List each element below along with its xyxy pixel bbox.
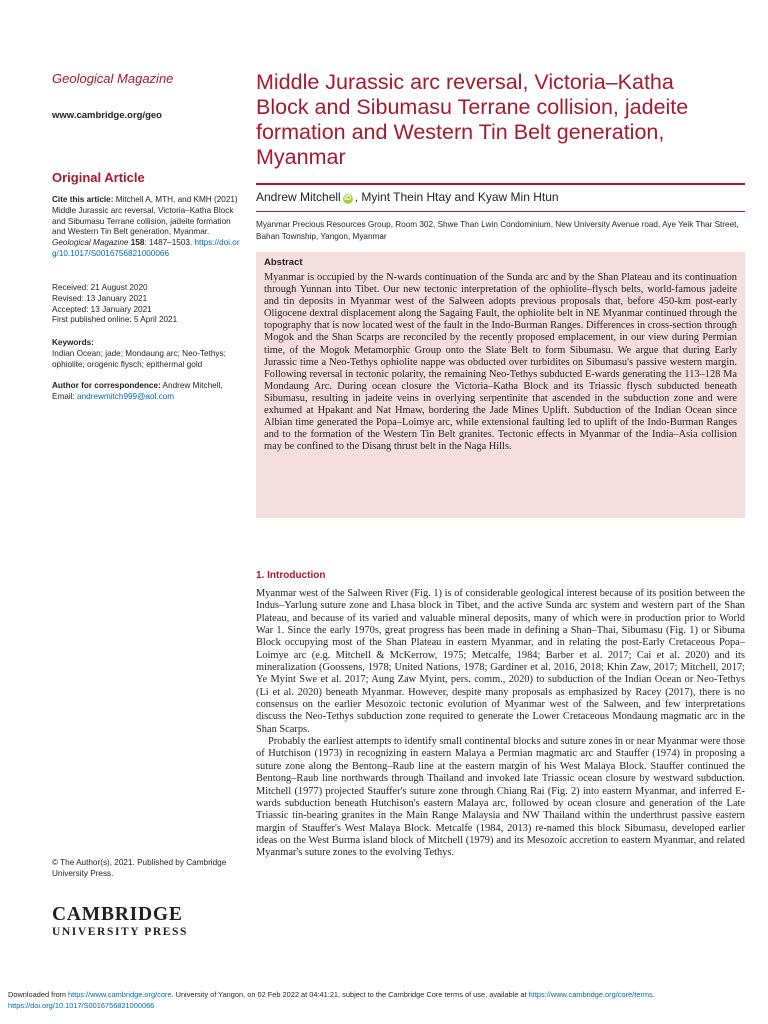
introduction-body — [256, 588, 745, 860]
intro-paragraph-2: Probably the earliest attempts to identify small continental blocks and suture zones in or near Myanmar were those of Hutchison (1973) in recognizing in eastern Malaya a Permian magmatic arc and Stauffer (1974) in proposing a suture zone along the Bentong–Raub line at the eastern margin of his West Malaya Block. Stauffer continued the Bentong–Raub line northwards through Thailand and invoked late Triassic ocean closure by westward subduction. Mitchell (1977) projected Stauffer's suture zone through Chiang Rai (Fig. 2) into eastern Myanmar, and inferred E-wards subduction beneath Hutchison's eastern Malaya arc, followed by ocean closure and generation of the Late Triassic tin-bearing granites in the Main Range Malaysia and NW Thailand within the underthrust passive eastern margin of Stauffer's West Malaya Block. Metcalfe (1984, 2013) re-named this block Sibumasu, developed earlier ideas on the West Burma island block of Mitchell (1979) and its Mesozoic accretion to eastern Myanmar, and related Myanmar's suture zones to the evolving Tethys. — [256, 736, 745, 859]
introduction-heading: 1. Introduction — [256, 570, 326, 581]
citation-doi-link[interactable]: https://doi.org/10.1017/S0016756821000066 — [52, 238, 240, 258]
intro-paragraph-1: Myanmar west of the Salween River (Fig. 1) is of considerable geological interest because of its position between the Indus–Yarlung suture zone and Lhasa block in Tibet, and the active Sunda arc system and western part of the Shan Plateau, and because of its varied and valuable mineral deposits, many of which were in production prior to World War 1. Since the early 1970s, great progress has been made in defining a Shan–Thai, Sibumasu (Fig. 1) or Sibuma Block occupying most of the Shan Plateau in eastern Myanmar, and in relating the post-Early Cretaceous Popa–Loimye arc (e.g. Mitchell & McKerrow, 1975; Metcalfe, 1984; Barber et al. 2017; Cai et al. 2020) and its mineralization (Goossens, 1978; United Nations, 1978; Gardiner et al. 2016, 2018; Khin Zaw, 2017; Mitchell, 2017; Ye Myint Swe et al. 2017; Aung Zaw Myint, pers. comm., 2020) to subduction of the Indian Ocean or Neo-Tethys (Li et al. 2020) beneath Myanmar. However, despite many proposals as emphasized by Racey (2017), there is no consensus on the earlier Mesozoic tectonic evolution of Myanmar west of the Salween, and few interpretations discuss the Neo-Tethys subduction zone required to generate the Lower Cretaceous Mondaung magmatic arc in the Shan Scarps. — [256, 588, 745, 735]
footer-core-link[interactable]: https://www.cambridge.org/core — [67, 990, 172, 999]
citation-label: Cite this article: — [52, 195, 114, 204]
cambridge-logo — [52, 905, 202, 939]
citation-text: Mitchell A, MTH, and KMH (2021) Middle Jurassic arc reversal, Victoria–Katha Block and Sibumasu Terrane collision, jadeite formation and Western Tin Belt generation, Myanmar. — [52, 195, 238, 237]
article-title: Middle Jurassic arc reversal, Victoria–Katha Block and Sibumasu Terrane collision, jadeite formation and Western Tin Belt generation, Myanmar — [256, 70, 689, 169]
authors-rest: , Myint Thein Htay and Kyaw Min Htun — [354, 190, 559, 204]
orcid-icon[interactable]: iD — [344, 195, 352, 202]
abstract-heading: Abstract — [264, 257, 303, 268]
correspondence-label: Author for correspondence: — [52, 381, 161, 390]
affiliation: Myanmar Precious Resources Group, Room 302, Shwe Than Lwin Condominium, New University Avenue road, Aye Yeik Thar Street, Bahan Township, Yangon, Myanmar — [256, 220, 739, 241]
revised-date: Revised: 13 January 2021 — [52, 293, 148, 303]
keywords-text: Indian Ocean; jade; Mondaung arc; Neo-Tethys; ophiolite; orogenic flysch; epithermal gold — [52, 348, 226, 369]
author-list — [256, 190, 745, 204]
received-date: Received: 21 August 2020 — [52, 283, 148, 292]
citation-journal: Geological Magazine — [52, 238, 129, 248]
journal-url[interactable]: www.cambridge.org/geo — [52, 110, 162, 121]
accepted-date: Accepted: 13 January 2021 — [52, 304, 152, 314]
logo-line2: UNIVERSITY PRESS — [52, 926, 189, 938]
keywords-block — [52, 338, 242, 370]
abstract-box — [256, 252, 745, 518]
citation-volume: 158 — [128, 238, 145, 248]
keywords-label: Keywords: — [52, 338, 94, 347]
footer-mid: . University of Yangon, on 02 Feb 2022 at 04:41:21, subject to the Cambridge Core terms of use, available at — [171, 990, 529, 999]
footer-doi-link[interactable]: https://doi.org/10.1017/S0016756821000066 — [8, 1000, 155, 1010]
authors-divider — [256, 211, 745, 212]
copyright-notice: © The Author(s), 2021. Published by Cambridge University Press. — [52, 858, 227, 878]
title-divider — [256, 183, 745, 185]
correspondence-block — [52, 381, 242, 403]
correspondence-name: Andrew Mitchell, — [160, 381, 223, 390]
published-date: First published online: 5 April 2021 — [52, 315, 178, 325]
article-type: Original Article — [52, 170, 145, 185]
download-footer — [8, 990, 760, 1011]
footer-pre: Downloaded from — [8, 990, 68, 999]
journal-name: Geological Magazine — [52, 71, 174, 86]
logo-line1: CAMBRIDGE — [52, 904, 183, 925]
abstract-text: Myanmar is occupied by the N-wards continuation of the Sunda arc and by the Shan Plateau and its continuation through Yunnan into Tibet. Our new tectonic interpretation of the ophiolite–flysch belts, world-famous jadeite and tin deposits in Myanmar west of the Salween adopts previous proposals that, before 450-km post-early Oligocene dextral displacement along the Sagaing Fault, the ophiolite belt in NE Myanmar continued through the topography that is now located west of the fault in the Indo-Burman Ranges. Differences in cross-section through Mogok and the Shan Scarps are reconciled by the recently proposed emplacement, in our view during Permian time, of the Mogok Metamorphic Group onto the Slate Belt to form Sibumasu. We argue that during Early Jurassic time a Neo-Tethys ophiolite nappe was obducted over turbidites on Sibumasu's passive western margin. Following reversal in tectonic polarity, the remaining Neo-Tethys subducted E-wards generating the 113–128 Ma Mondaung Arc. During ocean closure the Victoria–Katha Block and its Triassic flysch subducted beneath Sibumasu, resulting in jadeite veins in overlying serpentinite that ascended in the subduction zone and were exhumed at Hpakant and Nat Hmaw, bordering the Jade Mines Uplift. Subduction of the Indian Ocean since Albian time generated the Popa–Loimye arc, while extensional faulting led to uplift of the Indo-Burman Ranges and to the formation of the Western Tin Belt granites. Tectonic effects in Myanmar of the India–Asia collision may be confined to the Disang thrust belt in the Naga Hills. — [264, 272, 737, 453]
footer-dot: . — [652, 990, 655, 999]
citation-block — [52, 195, 242, 260]
email-link[interactable]: andrewmitch999@aol.com — [77, 391, 175, 401]
email-label: Email: — [52, 391, 78, 401]
dates-block — [52, 283, 242, 326]
author-1: Andrew Mitchell — [256, 190, 341, 204]
footer-terms-link[interactable]: https://www.cambridge.org/core/terms — [528, 990, 653, 999]
citation-pages: : 1487–1503. — [144, 238, 195, 248]
